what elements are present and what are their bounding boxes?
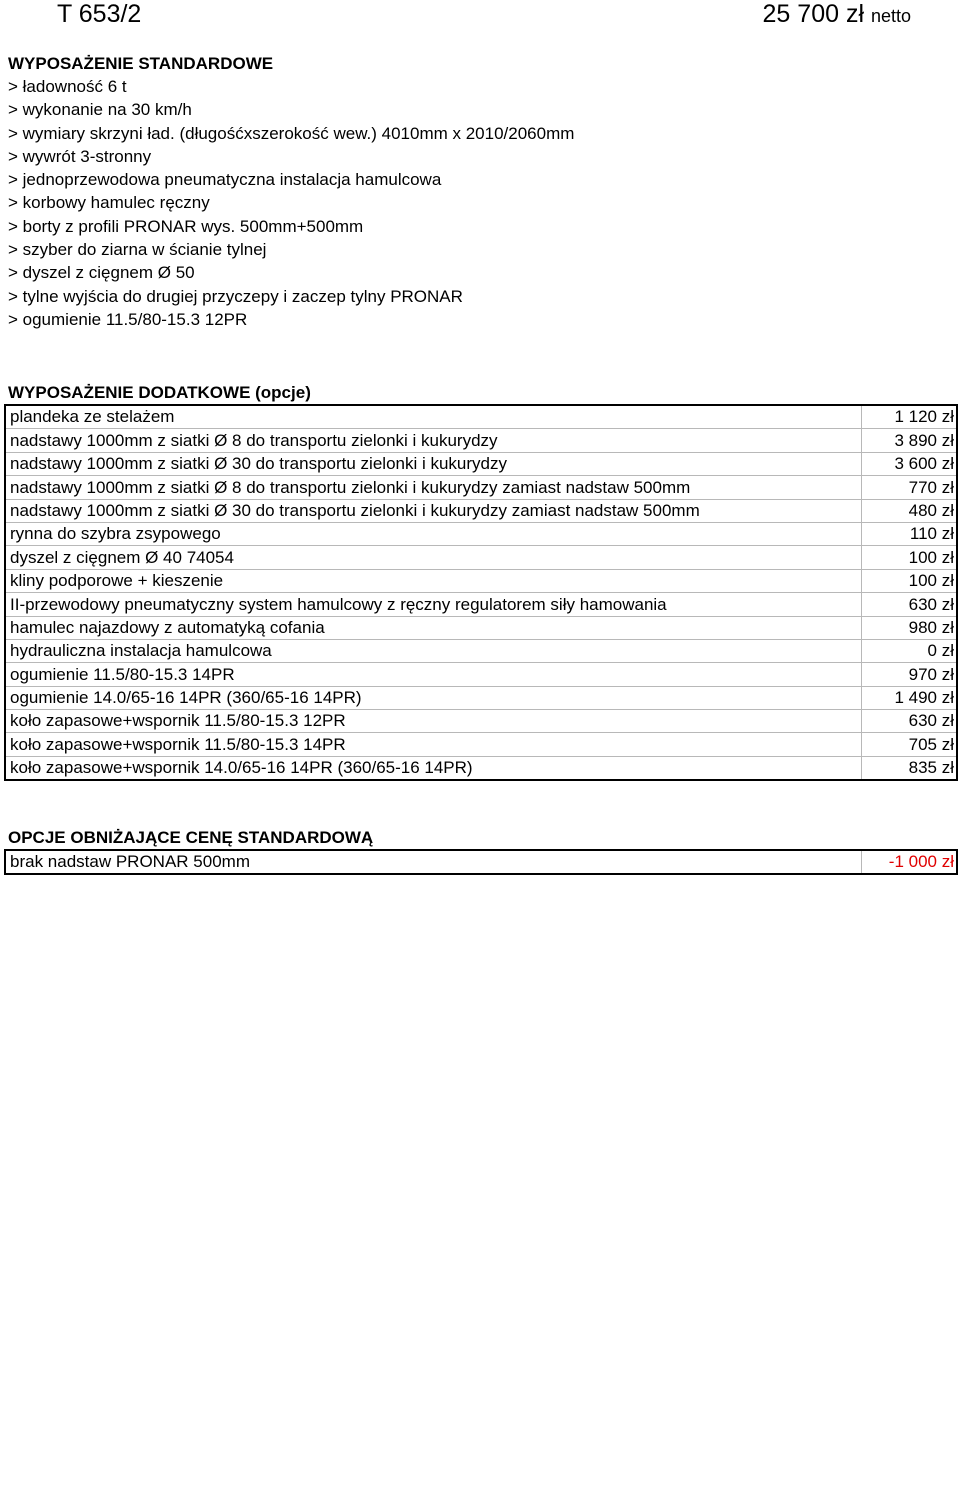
option-name: hydrauliczna instalacja hamulcowa — [5, 639, 862, 662]
option-price: 3 890 zł — [862, 429, 958, 452]
option-price: 100 zł — [862, 569, 958, 592]
option-name: kliny podporowe + kieszenie — [5, 569, 862, 592]
option-price: 110 zł — [862, 522, 958, 545]
option-name: hamulec najazdowy z automatyką cofania — [5, 616, 862, 639]
option-name: koło zapasowe+wspornik 11.5/80-15.3 14PR — [5, 733, 862, 756]
table-row — [5, 616, 957, 639]
reduction-price: -1 000 zł — [862, 850, 958, 874]
option-price: 1 120 zł — [862, 405, 958, 429]
table-row — [5, 405, 957, 429]
standard-item: > korbowy hamulec ręczny — [8, 193, 210, 213]
table-row — [5, 546, 957, 569]
table-row — [5, 522, 957, 545]
option-price: 835 zł — [862, 756, 958, 780]
standard-item: > jednoprzewodowa pneumatyczna instalacja hamulcowa — [8, 170, 442, 190]
table-row — [5, 569, 957, 592]
option-price: 630 zł — [862, 710, 958, 733]
option-price: 0 zł — [862, 639, 958, 662]
standard-item: > tylne wyjścia do drugiej przyczepy i zaczep tylny PRONAR — [8, 286, 463, 306]
table-row — [5, 639, 957, 662]
reduction-name: brak nadstaw PRONAR 500mm — [10, 852, 250, 871]
standard-item: > borty z profili PRONAR wys. 500mm+500mm — [8, 216, 364, 236]
table-row — [5, 850, 957, 874]
optional-equipment-title: WYPOSAŻENIE DODATKOWE (opcje) — [8, 383, 311, 402]
standard-item: > ładowność 6 t — [8, 77, 127, 96]
option-price: 970 zł — [862, 663, 958, 686]
standard-item: > ogumienie 11.5/80-15.3 12PR — [8, 309, 248, 329]
standard-item: > dyszel z cięgnem Ø 50 — [8, 263, 195, 283]
table-row — [5, 499, 957, 522]
standard-item: > szyber do ziarna w ścianie tylnej — [8, 240, 267, 260]
table-row — [5, 663, 957, 686]
option-price: 480 zł — [862, 499, 958, 522]
model-name: T 653/2 — [57, 0, 142, 28]
option-name: ogumienie 14.0/65-16 14PR (360/65-16 14PR) — [5, 686, 862, 709]
price-reducing-options-title: OPCJE OBNIŻAJĄCE CENĘ STANDARDOWĄ — [8, 828, 374, 847]
table-row — [5, 429, 957, 452]
table-row — [5, 733, 957, 756]
standard-item: > wywrót 3-stronny — [8, 146, 152, 166]
standard-equipment-title: WYPOSAŻENIE STANDARDOWE — [8, 54, 274, 73]
option-name: II-przewodowy pneumatyczny system hamulcowy z ręczny regulatorem siły hamowania — [5, 593, 862, 616]
standard-item: > wymiary skrzyni ład. (długośćxszerokość wew.) 4010mm x 2010/2060mm — [8, 123, 575, 143]
table-row — [5, 452, 957, 475]
option-name: nadstawy 1000mm z siatki Ø 8 do transportu zielonki i kukurydzy — [5, 429, 862, 452]
option-name: nadstawy 1000mm z siatki Ø 30 do transportu zielonki i kukurydzy — [5, 452, 862, 475]
option-price: 100 zł — [862, 546, 958, 569]
option-name: dyszel z cięgnem Ø 40 74054 — [5, 546, 862, 569]
option-price: 3 600 zł — [862, 452, 958, 475]
base-price-note: netto — [870, 6, 911, 26]
option-name: nadstawy 1000mm z siatki Ø 30 do transportu zielonki i kukurydzy zamiast nadstaw 500mm — [5, 499, 862, 522]
price-reducing-options-table — [4, 849, 958, 875]
option-price: 630 zł — [862, 593, 958, 616]
option-price: 770 zł — [862, 476, 958, 499]
table-row — [5, 476, 957, 499]
option-price: 705 zł — [862, 733, 958, 756]
table-row — [5, 593, 957, 616]
option-price: 980 zł — [862, 616, 958, 639]
standard-item: > wykonanie na 30 km/h — [8, 100, 192, 120]
option-name: rynna do szybra zsypowego — [5, 522, 862, 545]
option-name: koło zapasowe+wspornik 11.5/80-15.3 12PR — [5, 710, 862, 733]
option-name: koło zapasowe+wspornik 14.0/65-16 14PR (360/65-16 14PR) — [5, 756, 862, 780]
optional-equipment-table — [4, 404, 958, 781]
table-row — [5, 710, 957, 733]
base-price-value: 25 700 zł — [762, 0, 864, 28]
table-row — [5, 686, 957, 709]
option-name: plandeka ze stelażem — [5, 405, 862, 429]
option-name: nadstawy 1000mm z siatki Ø 8 do transportu zielonki i kukurydzy zamiast nadstaw 500mm — [5, 476, 862, 499]
table-row — [5, 756, 957, 780]
base-price — [763, 0, 911, 30]
option-price: 1 490 zł — [862, 686, 958, 709]
standard-equipment-list — [8, 75, 574, 331]
option-name: ogumienie 11.5/80-15.3 14PR — [5, 663, 862, 686]
